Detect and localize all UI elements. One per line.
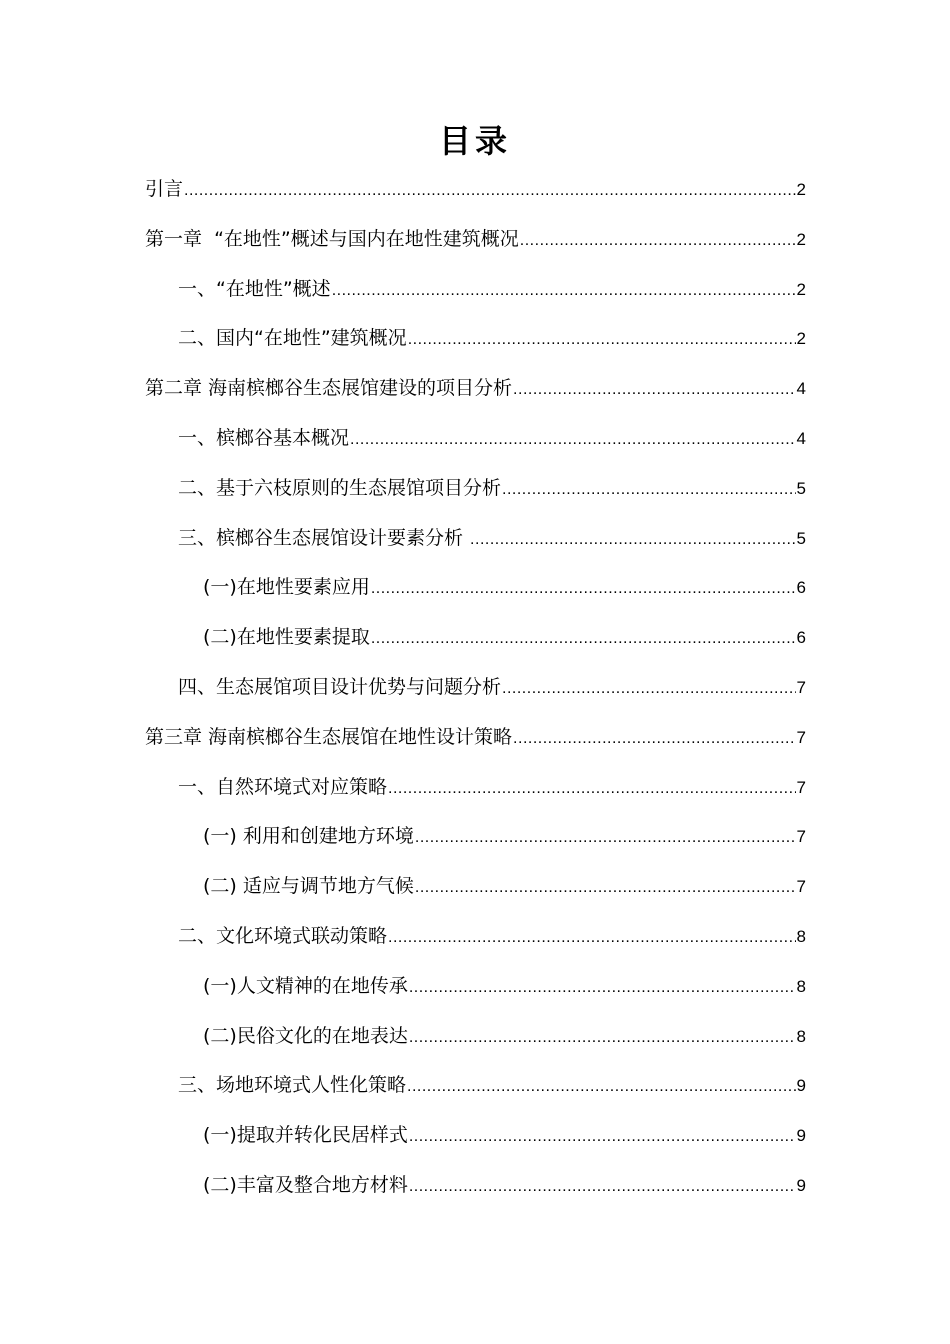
toc-entry-page: 9 (796, 1175, 806, 1195)
toc-entry-label: 第二章 海南槟榔谷生态展馆建设的项目分析 (145, 377, 513, 400)
toc-entry-section[interactable] (145, 464, 806, 514)
dot-leader (184, 166, 796, 216)
toc-entry-page: 2 (796, 279, 806, 299)
toc-entry-section[interactable] (145, 314, 806, 364)
toc-entry-label: 三、槟榔谷生态展馆设计要素分析 (178, 526, 470, 549)
toc-entry-page: 4 (796, 428, 806, 448)
toc-entry-subsection[interactable] (145, 1161, 806, 1211)
toc-entry-label: (二)丰富及整合地方材料 (203, 1173, 408, 1196)
page-title: 目录 (438, 122, 511, 160)
toc-entry-label: 四、生态展馆项目设计优势与问题分析 (178, 675, 502, 698)
toc-entry-label: 二、基于六枝原则的生态展馆项目分析 (178, 476, 502, 499)
toc-entry-page: 2 (796, 180, 806, 199)
dot-leader (415, 813, 796, 863)
toc-entry-page: 2 (796, 329, 806, 349)
dot-leader (409, 1162, 796, 1212)
dot-leader (371, 614, 796, 664)
dot-leader (388, 913, 796, 963)
toc-entry-introduction[interactable] (145, 165, 806, 215)
toc-entry-chapter-1[interactable] (145, 215, 806, 265)
toc-entry-subsection[interactable] (145, 962, 806, 1012)
toc-entry-subsection[interactable] (145, 812, 806, 862)
toc-entry-page: 2 (796, 229, 806, 249)
toc-entry-page: 7 (796, 727, 806, 747)
toc-entry-section[interactable] (145, 912, 806, 962)
toc-entry-label: (一)提取并转化民居样式 (203, 1124, 408, 1147)
dot-leader (409, 963, 796, 1013)
dot-leader (502, 465, 796, 515)
toc-entry-label: 二、文化环境式联动策略 (178, 924, 388, 947)
dot-leader (513, 365, 795, 415)
dot-leader (350, 415, 796, 465)
toc-entry-section[interactable] (145, 414, 806, 464)
toc-entry-section[interactable] (145, 514, 806, 564)
toc-entry-label: 一、自然环境式对应策略 (178, 775, 388, 798)
dot-leader (502, 664, 796, 714)
dot-leader (520, 216, 796, 266)
toc-entry-label: 一、槟榔谷基本概况 (178, 426, 350, 449)
dot-leader (408, 315, 796, 365)
toc-entry-subsection[interactable] (145, 613, 806, 663)
toc-entry-label: 三、场地环境式人性化策略 (178, 1074, 407, 1097)
toc-entry-page: 7 (796, 777, 806, 797)
dot-leader (513, 714, 795, 764)
toc-entry-subsection[interactable] (145, 1012, 806, 1062)
dot-leader (332, 266, 796, 316)
dot-leader (407, 1062, 796, 1112)
toc-entry-label: (一)人文精神的在地传承 (203, 974, 408, 997)
dot-leader (415, 863, 796, 913)
table-of-contents (145, 165, 806, 1211)
toc-entry-label: (二)在地性要素提取 (203, 626, 370, 649)
toc-entry-section[interactable] (145, 265, 806, 315)
dot-leader (409, 1112, 796, 1162)
dot-leader (371, 564, 796, 614)
toc-entry-label: 一、“在地性”概述 (178, 277, 331, 300)
toc-entry-page: 8 (796, 926, 806, 946)
toc-entry-page: 5 (796, 478, 806, 498)
toc-entry-page: 8 (796, 976, 806, 996)
toc-entry-page: 5 (796, 528, 806, 548)
toc-entry-section[interactable] (145, 663, 806, 713)
toc-entry-page: 6 (796, 578, 806, 598)
toc-entry-page: 6 (796, 628, 806, 648)
toc-entry-label: 引言 (145, 178, 184, 200)
toc-entry-page: 7 (796, 877, 806, 897)
dot-leader (470, 515, 795, 565)
toc-entry-page: 9 (796, 1076, 806, 1096)
toc-entry-label: 二、国内“在地性”建筑概况 (178, 327, 407, 350)
toc-entry-subsection[interactable] (145, 862, 806, 912)
dot-leader (388, 764, 796, 814)
toc-entry-chapter-3[interactable] (145, 713, 806, 763)
toc-entry-label: (二) 适应与调节地方气候 (203, 875, 414, 898)
toc-entry-page: 9 (796, 1126, 806, 1146)
toc-entry-label: 第三章 海南槟榔谷生态展馆在地性设计策略 (145, 725, 513, 748)
toc-entry-subsection[interactable] (145, 563, 806, 613)
toc-entry-subsection[interactable] (145, 1111, 806, 1161)
toc-entry-label: (一)在地性要素应用 (203, 576, 370, 599)
toc-entry-page: 4 (796, 379, 806, 399)
toc-entry-page: 8 (796, 1026, 806, 1046)
toc-entry-page: 7 (796, 677, 806, 697)
dot-leader (409, 1013, 796, 1063)
toc-entry-section[interactable] (145, 1061, 806, 1111)
toc-entry-section[interactable] (145, 763, 806, 813)
toc-entry-label: 第一章 “在地性”概述与国内在地性建筑概况 (145, 227, 519, 250)
toc-entry-page: 7 (796, 827, 806, 847)
toc-entry-label: (一) 利用和创建地方环境 (203, 825, 414, 848)
toc-entry-chapter-2[interactable] (145, 364, 806, 414)
toc-entry-label: (二)民俗文化的在地表达 (203, 1024, 408, 1047)
